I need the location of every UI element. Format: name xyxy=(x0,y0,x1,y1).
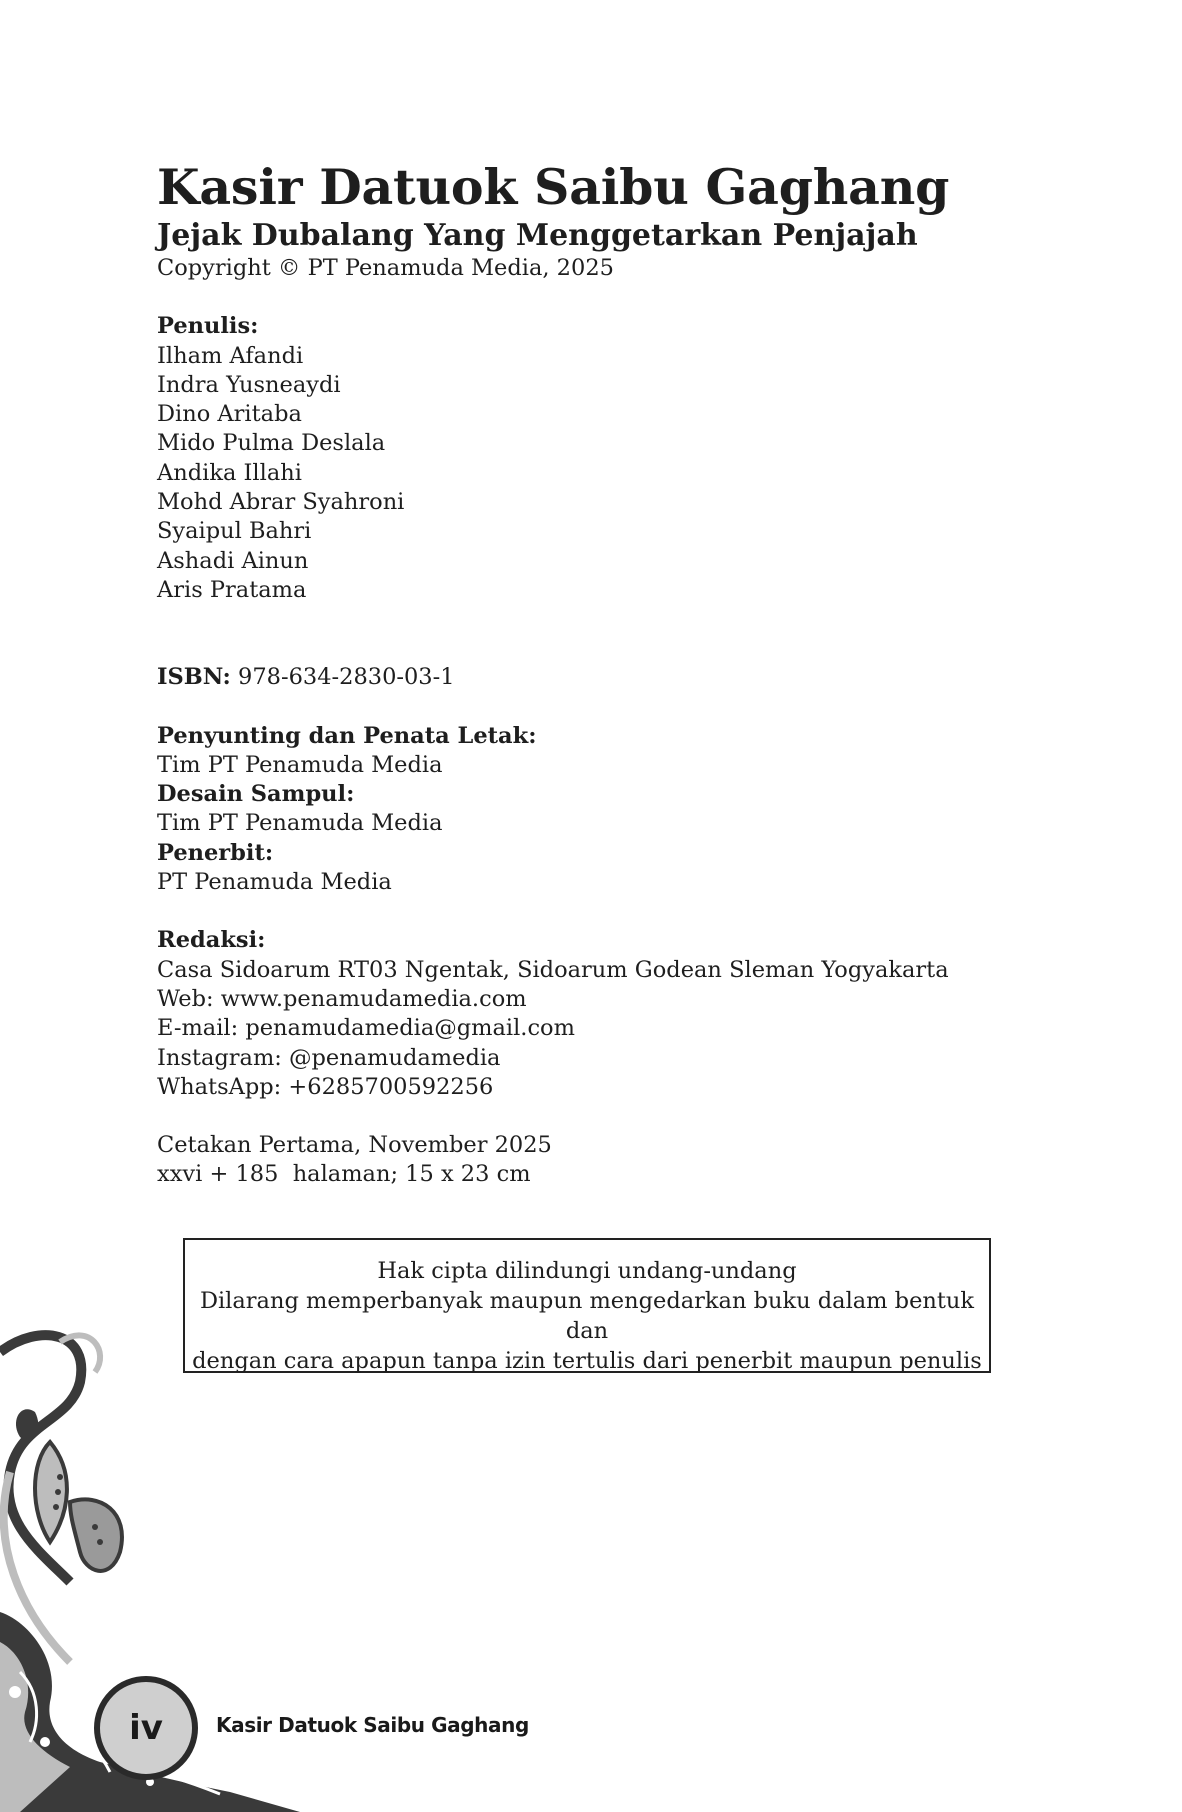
authors-label: Penulis: xyxy=(157,313,259,340)
author-name: Aris Pratama xyxy=(157,576,307,603)
notice-line: Dilarang memperbanyak maupun mengedarkan buku dalam bentuk dan xyxy=(199,1288,975,1344)
isbn-label: ISBN: xyxy=(157,664,231,691)
book-subtitle: Jejak Dubalang Yang Menggetarkan Penjajah xyxy=(157,218,918,253)
author-name: Mohd Abrar Syahroni xyxy=(157,489,405,516)
editor-label: Penyunting dan Penata Letak: xyxy=(157,722,537,749)
cover-label: Desain Sampul: xyxy=(157,781,355,808)
running-title: Kasir Datuok Saibu Gaghang xyxy=(216,1713,529,1737)
author-name: Ashadi Ainun xyxy=(157,547,309,574)
book-title: Kasir Datuok Saibu Gaghang xyxy=(157,158,950,216)
copyright-line: Copyright © PT Penamuda Media, 2025 xyxy=(157,255,614,281)
redaksi-label: Redaksi: xyxy=(157,927,266,954)
copyright-page xyxy=(157,156,1057,1190)
author-name: Mido Pulma Deslala xyxy=(157,430,386,457)
publisher-value: PT Penamuda Media xyxy=(157,869,392,896)
isbn-value: 978-634-2830-03-1 xyxy=(230,664,455,691)
notice-line: dengan cara apapun tanpa izin tertulis dari penerbit maupun penulis xyxy=(192,1348,982,1374)
copyright-notice-box xyxy=(183,1238,991,1373)
author-name: Syaipul Bahri xyxy=(157,518,312,545)
redaksi-whatsapp: WhatsApp: +6285700592256 xyxy=(157,1073,494,1100)
notice-line: Hak cipta dilindungi undang-undang xyxy=(377,1258,797,1284)
isbn-line xyxy=(157,663,1057,692)
redaksi-email: E-mail: penamudamedia@gmail.com xyxy=(157,1015,575,1042)
editor-value: Tim PT Penamuda Media xyxy=(157,751,443,778)
redaksi-address: Casa Sidoarum RT03 Ngentak, Sidoarum Godean Sleman Yogyakarta xyxy=(157,956,949,983)
redaksi-instagram: Instagram: @penamudamedia xyxy=(157,1044,501,1071)
author-name: Ilham Afandi xyxy=(157,342,304,369)
author-name: Indra Yusneaydi xyxy=(157,371,341,398)
page-number: iv xyxy=(94,1676,198,1780)
author-name: Andika Illahi xyxy=(157,459,302,486)
cover-value: Tim PT Penamuda Media xyxy=(157,810,443,837)
print-edition: Cetakan Pertama, November 2025 xyxy=(157,1132,552,1159)
authors-list xyxy=(157,342,1057,606)
print-pages: xxvi + 185 halaman; 15 x 23 cm xyxy=(157,1161,531,1188)
author-name: Dino Aritaba xyxy=(157,401,302,428)
publisher-label: Penerbit: xyxy=(157,839,274,866)
redaksi-web: Web: www.penamudamedia.com xyxy=(157,985,527,1012)
